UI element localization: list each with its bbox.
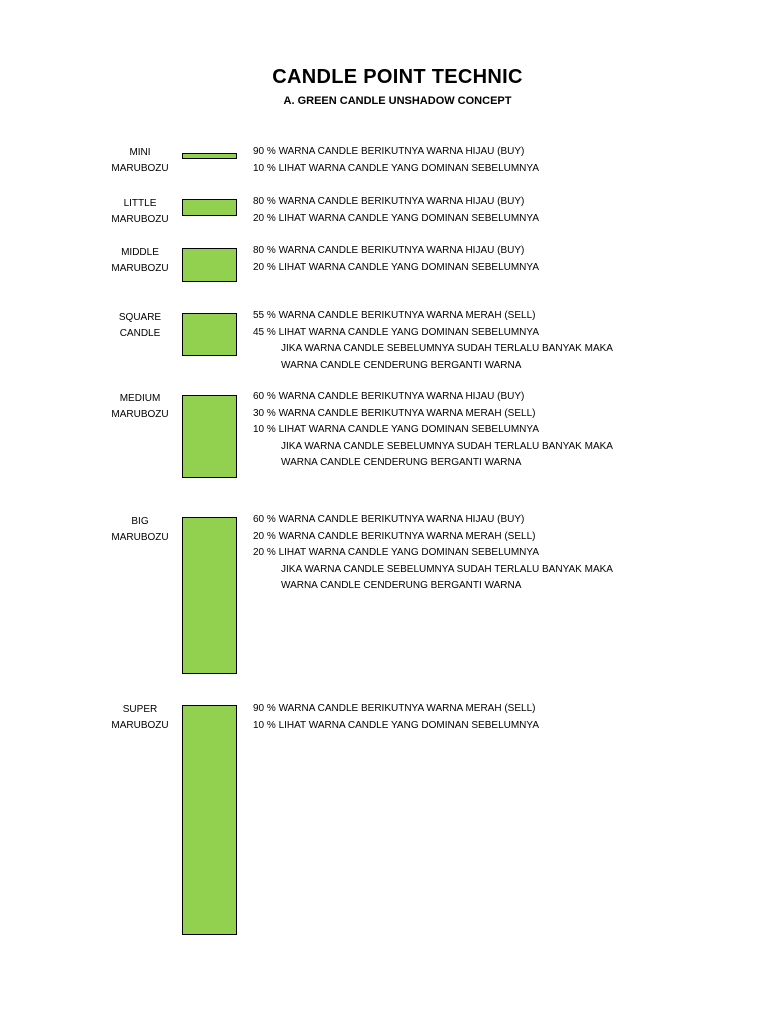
description-line: WARNA CANDLE CENDERUNG BERGANTI WARNA (281, 580, 522, 591)
candle-name (100, 245, 180, 277)
candle-name-line: LITTLE (123, 198, 157, 209)
green-candle-body (182, 395, 237, 478)
green-candle-body (182, 199, 237, 216)
description-line: JIKA WARNA CANDLE SEBELUMNYA SUDAH TERLALU BANYAK MAKA (281, 563, 613, 575)
candle-name-line: MARUBOZU (111, 720, 169, 731)
description-line: 10 % LIHAT WARNA CANDLE YANG DOMINAN SEBELUMNYA (253, 424, 539, 435)
candle-name-line: BIG (131, 516, 149, 527)
candle-description (253, 701, 539, 734)
page-subtitle: A. GREEN CANDLE UNSHADOW CONCEPT (283, 95, 512, 107)
candle-name (100, 702, 180, 734)
description-line: 90 % WARNA CANDLE BERIKUTNYA WARNA HIJAU (BUY) (253, 146, 525, 157)
candle-name-line: SUPER (122, 704, 158, 715)
candle-name-line: MARUBOZU (111, 163, 169, 174)
candle-name-line: MIDDLE (121, 247, 159, 258)
candle-name (100, 310, 180, 342)
description-line: 80 % WARNA CANDLE BERIKUTNYA WARNA HIJAU (BUY) (253, 196, 525, 207)
candle-name-line: MARUBOZU (111, 409, 169, 420)
candle-description (253, 194, 539, 227)
green-candle-body (182, 705, 237, 935)
description-line: 20 % LIHAT WARNA CANDLE YANG DOMINAN SEBELUMNYA (253, 212, 539, 224)
green-candle-body (182, 313, 237, 356)
candle-description (253, 389, 613, 472)
candle-name-line: MINI (129, 147, 151, 158)
candle-name (100, 145, 180, 177)
candle-description (253, 308, 613, 374)
description-line: 45 % LIHAT WARNA CANDLE YANG DOMINAN SEBELUMNYA (253, 326, 539, 338)
candle-name-line: MARUBOZU (111, 263, 169, 274)
description-line: 90 % WARNA CANDLE BERIKUTNYA WARNA MERAH (SELL) (253, 703, 536, 714)
candle-name (100, 196, 180, 228)
description-line: 10 % LIHAT WARNA CANDLE YANG DOMINAN SEBELUMNYA (253, 162, 539, 174)
page-title: CANDLE POINT TECHNIC (272, 66, 523, 88)
description-line: WARNA CANDLE CENDERUNG BERGANTI WARNA (281, 359, 522, 371)
candle-description (253, 243, 539, 276)
green-candle-body (182, 517, 237, 674)
candle-description (253, 144, 539, 177)
green-candle-body (182, 248, 237, 282)
candle-name-line: CANDLE (119, 328, 161, 339)
description-line: 20 % LIHAT WARNA CANDLE YANG DOMINAN SEBELUMNYA (253, 547, 539, 558)
candle-name-line: MARUBOZU (111, 532, 169, 543)
candle-name-line: MARUBOZU (111, 214, 169, 225)
candle-name (100, 514, 180, 546)
green-candle-body (182, 153, 237, 159)
description-line: 20 % WARNA CANDLE BERIKUTNYA WARNA MERAH (SELL) (253, 530, 536, 542)
candle-name (100, 391, 180, 423)
description-line: 80 % WARNA CANDLE BERIKUTNYA WARNA HIJAU (BUY) (253, 245, 525, 256)
description-line: 60 % WARNA CANDLE BERIKUTNYA WARNA HIJAU (BUY) (253, 514, 525, 525)
description-line: WARNA CANDLE CENDERUNG BERGANTI WARNA (281, 457, 522, 468)
description-line: 30 % WARNA CANDLE BERIKUTNYA WARNA MERAH (SELL) (253, 407, 536, 419)
description-line: JIKA WARNA CANDLE SEBELUMNYA SUDAH TERLALU BANYAK MAKA (281, 343, 613, 354)
description-line: 60 % WARNA CANDLE BERIKUTNYA WARNA HIJAU (BUY) (253, 391, 525, 402)
description-line: 10 % LIHAT WARNA CANDLE YANG DOMINAN SEBELUMNYA (253, 719, 539, 731)
candle-description (253, 512, 613, 595)
description-line: 55 % WARNA CANDLE BERIKUTNYA WARNA MERAH (SELL) (253, 310, 536, 321)
candle-name-line: SQUARE (118, 312, 162, 323)
candle-name-line: MEDIUM (119, 393, 161, 404)
description-line: 20 % LIHAT WARNA CANDLE YANG DOMINAN SEBELUMNYA (253, 261, 539, 273)
description-line: JIKA WARNA CANDLE SEBELUMNYA SUDAH TERLALU BANYAK MAKA (281, 440, 613, 452)
